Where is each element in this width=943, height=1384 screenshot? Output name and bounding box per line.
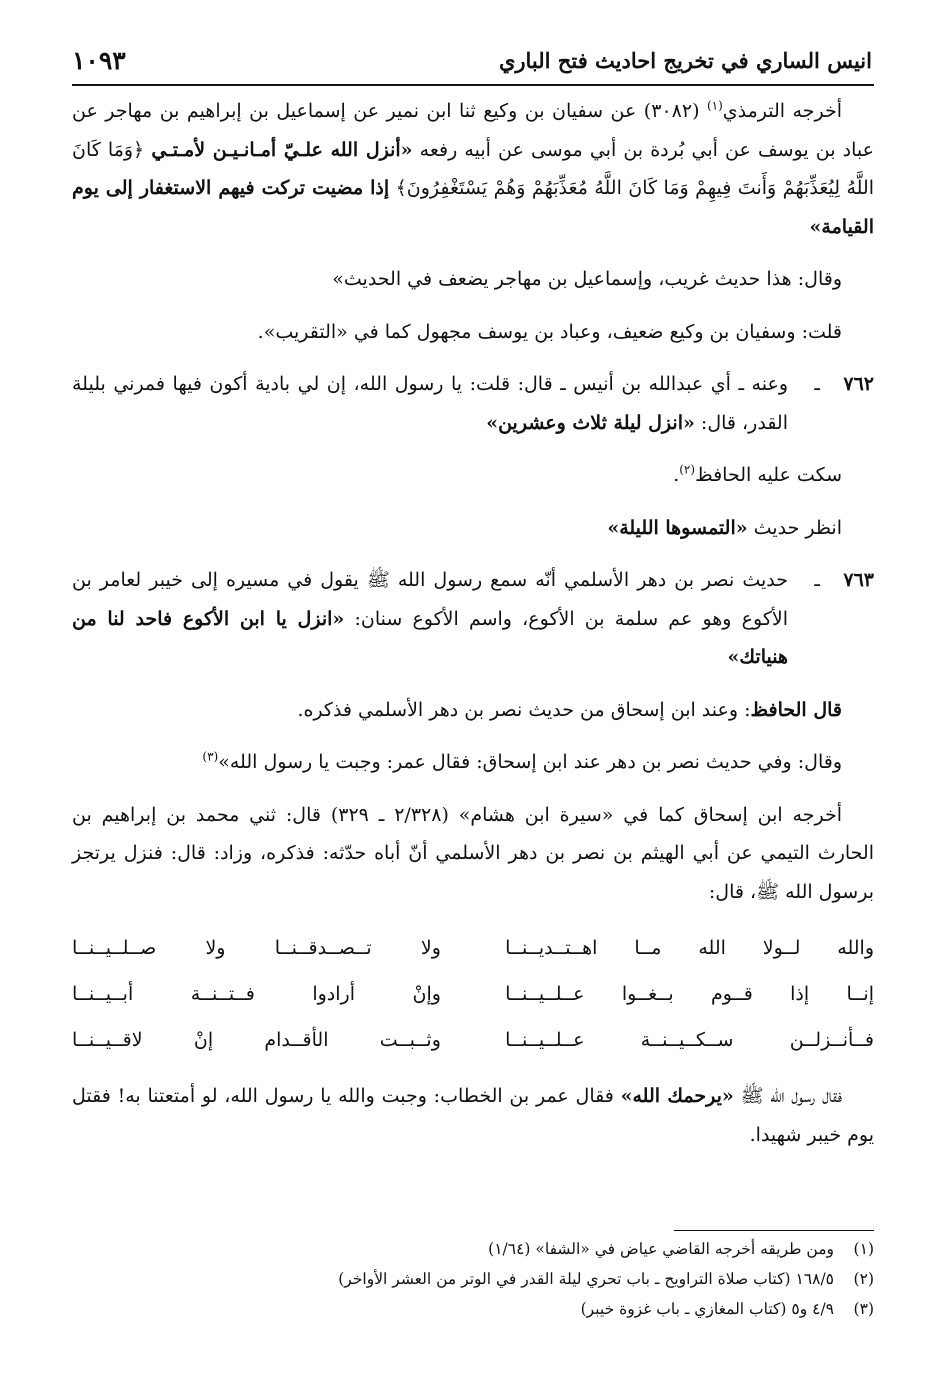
footnote (72, 1294, 874, 1324)
footnote-ref: (٢) (679, 462, 696, 477)
poem (72, 925, 874, 1063)
hadith-text-bold: «أنزل الله علـيّ أمـانـيـن لأمـتـي (151, 138, 413, 161)
quran-verse: ﴿وَمَا كَانَ اللَّهُ لِيُعَذِّبَهُمْ وَأَنتَ فِيهِمْ وَمَا كَانَ اللَّهُ مُعَذِّبَهُمْ وَهُمْ يَسْتَغْفِرُونَ﴾ (72, 138, 874, 199)
footnote-text: ومن طريقه أخرجه القاضي عياض في «الشفا» (١/٦٤) (488, 1240, 834, 1258)
footnotes (72, 1234, 874, 1324)
paragraph-ibn-ishaq-takhrij: أخرجه ابن إسحاق كما في «سيرة ابن هشام» (٢/٣٢٨ ـ ٣٢٩) قال: ثني محمد بن إبراهيم بن الحارث التيمي عن أبي الهيثم بن نصر بن دهر الأسلمي أنّ أباه حدّثه: فذكره، وزاد: قال: فنزل يرتجز برسول الله ﷺ، قال: (72, 803, 874, 903)
hadith-text-bold: «انزل ليلة ثلاث وعشرين» (486, 411, 695, 434)
footnote-number: (١) (853, 1240, 874, 1258)
running-header (72, 42, 872, 82)
text-span: سكت عليه الحافظ (695, 464, 842, 486)
poem-verse (72, 925, 874, 971)
hadith-text-bold: إذا مضيت تركت فيهم الاستغفار إلى يوم القيامة» (72, 177, 874, 238)
poem-hemistich-right: إنــا إذا قــوم بــغــوا عــلــيــنــا (505, 983, 874, 1005)
footnote-number: (٣) (853, 1300, 874, 1318)
poem-hemistich-right: فــأنــزلــن ســكــيــنــة عــلــيــنــا (505, 1029, 874, 1051)
poem-hemistich-left: ولا تــصــدقــنــا ولا صــلــيــنــا (72, 937, 441, 959)
paragraph-hafiz-said (72, 691, 874, 730)
text-span: وعنه ـ أي عبدالله بن أنيس ـ قال: قلت: يا رسول الله، إن لي بادية أكون فيها فمرني بليلة القدر، قال: (72, 373, 788, 434)
paragraph-author-note: قلت: وسفيان بن وكيع ضعيف، وعباد بن يوسف مجهول كما في «التقريب». (257, 320, 842, 343)
running-header-title: انيس الساري في تخريج احاديث فتح الباري (498, 48, 872, 73)
poem-hemistich-left: وثــبــت الأقــدام إنْ لاقــيــنــا (72, 1029, 441, 1051)
text-span: فقال عمر بن الخطاب: وجبت والله يا رسول الله، لو أمتعتنا به! فقتل يوم خيبر شهيدا. (72, 1085, 874, 1146)
dash-separator: ـ (814, 569, 820, 591)
hadith-entry-762 (72, 365, 874, 442)
hadith-text-bold: «انزل يا ابن الأكوع فاحد لنا من هنياتك» (72, 607, 788, 668)
footnote (72, 1234, 874, 1264)
main-text (72, 92, 874, 1154)
hadith-number: ٧٦٣ (843, 569, 874, 591)
hadith-number: ٧٦٢ (843, 373, 874, 395)
text-span: وقال: وفي حديث نصر بن دهر عند ابن إسحاق: فقال عمر: وجبت يا رسول الله» (218, 751, 842, 773)
paragraph-hafiz-quote (72, 743, 874, 782)
poem-hemistich-left: وإنْ أرادوا فــتــنــة أبــيــنــا (72, 983, 441, 1005)
text-span: . (673, 464, 680, 486)
poem-hemistich-right: والله لــولا الله مــا اهــتــديــنــا (505, 937, 874, 959)
footnote-ref: (٣) (202, 749, 219, 764)
paragraph-tirmidhi-takhrij (72, 92, 874, 246)
footnote (72, 1264, 874, 1294)
footnote-text: ١٦٨/٥ (كتاب صلاة التراويح ـ باب تحري ليلة القدر في الوتر من العشر الأواخر) (338, 1270, 834, 1288)
footnote-ref: (١) (706, 98, 723, 113)
hadith-entry-763 (72, 561, 874, 677)
footnote-number: (٢) (853, 1270, 874, 1288)
paragraph-tirmidhi-comment: وقال: هذا حديث غريب، وإسماعيل بن مهاجر يضعف في الحديث» (332, 268, 842, 290)
dash-separator: ـ (814, 373, 820, 395)
paragraph-prophet-response (72, 1077, 874, 1154)
text-span: انظر حديث (747, 516, 842, 539)
text-span: أخرجه الترمذي (722, 100, 843, 122)
hadith-text-bold: «يرحمك الله» (620, 1085, 734, 1107)
poem-verse (72, 1017, 874, 1063)
footnote-text: ٤/٩ و٥ (كتاب المغازي ـ باب غزوة خيبر) (580, 1300, 834, 1318)
poem-verse (72, 971, 874, 1017)
page-number: ١٠٩٣ (72, 46, 126, 75)
text-span: فقال رسول الله ﷺ (733, 1085, 842, 1107)
text-span: حديث نصر بن دهر الأسلمي أنّه سمع رسول الله ﷺ يقول في مسيره إلى خيبر لعامر بن الأكوع وهو عم سلمة بن الأكوع، واسم الأكوع سنان: (72, 569, 788, 630)
header-rule (72, 84, 874, 86)
text-span: : وعند ابن إسحاق من حديث نصر بن دهر الأسلمي فذكره. (297, 698, 751, 721)
cross-reference: «التمسوها الليلة» (607, 516, 748, 539)
paragraph-hafiz-silent (72, 456, 874, 495)
speaker-label: قال الحافظ (750, 698, 842, 721)
paragraph-see-also (72, 509, 874, 548)
text-span: (٣٠٨٢) عن سفيان بن وكيع ثنا ابن نمير عن إسماعيل بن إبراهيم بن مهاجر عن عباد بن يوسف عن أبي بُردة بن أبي موسى عن أبيه رفعه (72, 100, 874, 161)
footnote-rule (674, 1230, 874, 1231)
